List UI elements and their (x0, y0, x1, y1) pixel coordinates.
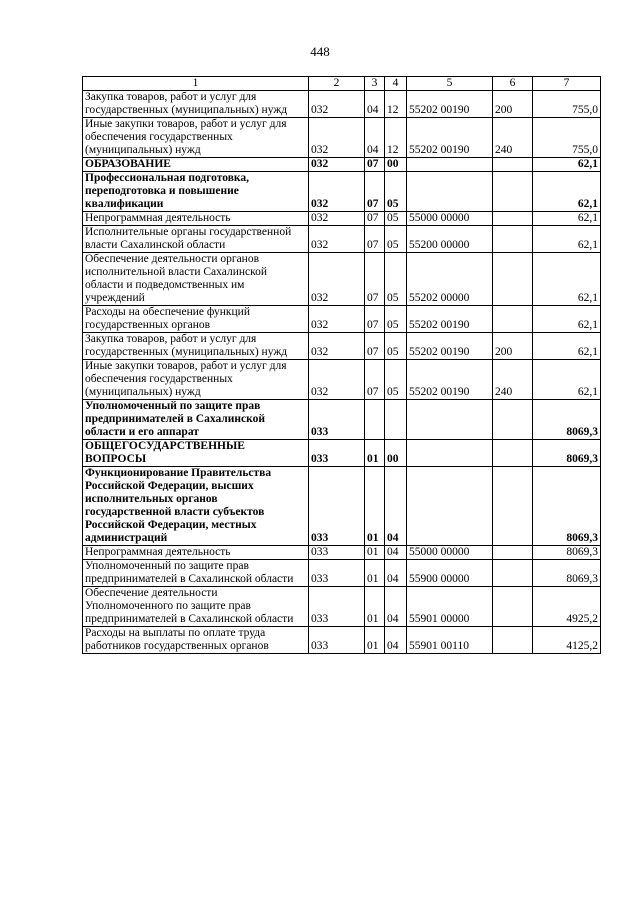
table-row (83, 306, 601, 333)
row-name: Обеспечение деятельности Уполномоченного по защите прав предпринимателей в Сахалинской области (83, 587, 309, 627)
column-header: 7 (533, 77, 601, 91)
row-expense-type-code (493, 226, 533, 253)
row-name: Исполнительные органы государственной власти Сахалинской области (83, 226, 309, 253)
row-amount: 62,1 (533, 158, 601, 172)
row-admin-code: 032 (309, 226, 365, 253)
row-target-code (407, 158, 493, 172)
row-target-code: 55202 00190 (407, 333, 493, 360)
row-target-code: 55202 00000 (407, 253, 493, 306)
row-section-code: 01 (365, 627, 385, 654)
row-subsection-code: 04 (385, 467, 407, 546)
row-name: Иные закупки товаров, работ и услуг для обеспечения государственных (муниципальных) нужд (83, 360, 309, 400)
row-admin-code: 032 (309, 158, 365, 172)
row-subsection-code: 05 (385, 172, 407, 212)
row-target-code: 55200 00000 (407, 226, 493, 253)
table-row (83, 158, 601, 172)
row-target-code: 55901 00000 (407, 587, 493, 627)
table-row (83, 546, 601, 560)
row-section-code: 07 (365, 226, 385, 253)
row-name: ОБРАЗОВАНИЕ (83, 158, 309, 172)
row-section-code (365, 400, 385, 440)
row-name: Закупка товаров, работ и услуг для государственных (муниципальных) нужд (83, 91, 309, 118)
row-expense-type-code (493, 172, 533, 212)
row-name: Обеспечение деятельности органов исполнительной власти Сахалинской области и подведомственных им учреждений (83, 253, 309, 306)
row-admin-code: 033 (309, 587, 365, 627)
row-subsection-code: 04 (385, 587, 407, 627)
row-name: Расходы на выплаты по оплате труда работников государственных органов (83, 627, 309, 654)
column-header: 4 (385, 77, 407, 91)
table-row (83, 253, 601, 306)
row-amount: 62,1 (533, 172, 601, 212)
row-amount: 755,0 (533, 118, 601, 158)
row-subsection-code: 05 (385, 212, 407, 226)
row-section-code: 01 (365, 560, 385, 587)
row-admin-code: 032 (309, 253, 365, 306)
row-subsection-code: 12 (385, 91, 407, 118)
row-amount: 62,1 (533, 226, 601, 253)
row-name: Уполномоченный по защите прав предпринимателей в Сахалинской области и его аппарат (83, 400, 309, 440)
row-expense-type-code: 240 (493, 118, 533, 158)
row-target-code: 55901 00110 (407, 627, 493, 654)
table-row (83, 360, 601, 400)
row-admin-code: 032 (309, 172, 365, 212)
row-section-code: 04 (365, 91, 385, 118)
row-subsection-code: 05 (385, 333, 407, 360)
row-expense-type-code (493, 253, 533, 306)
row-section-code: 07 (365, 158, 385, 172)
row-expense-type-code (493, 467, 533, 546)
row-section-code: 07 (365, 212, 385, 226)
table-row (83, 440, 601, 467)
row-admin-code: 032 (309, 118, 365, 158)
table-row (83, 333, 601, 360)
row-name: Функционирование Правительства Российской Федерации, высших исполнительных органов государственной власти субъектов Российской Федерации, местных администраций (83, 467, 309, 546)
table-header-row (83, 77, 601, 91)
row-expense-type-code (493, 212, 533, 226)
row-target-code: 55900 00000 (407, 560, 493, 587)
table-row (83, 118, 601, 158)
row-amount: 8069,3 (533, 400, 601, 440)
row-subsection-code: 00 (385, 158, 407, 172)
row-admin-code: 033 (309, 560, 365, 587)
row-subsection-code: 12 (385, 118, 407, 158)
table-row (83, 587, 601, 627)
row-name: Иные закупки товаров, работ и услуг для обеспечения государственных (муниципальных) нужд (83, 118, 309, 158)
row-target-code: 55000 00000 (407, 546, 493, 560)
row-section-code: 07 (365, 333, 385, 360)
row-section-code: 07 (365, 253, 385, 306)
page-number: 448 (310, 44, 330, 59)
row-amount: 8069,3 (533, 467, 601, 546)
row-expense-type-code (493, 158, 533, 172)
row-amount: 62,1 (533, 253, 601, 306)
row-target-code (407, 172, 493, 212)
column-header: 3 (365, 77, 385, 91)
row-target-code: 55202 00190 (407, 306, 493, 333)
row-subsection-code: 04 (385, 627, 407, 654)
row-expense-type-code: 200 (493, 333, 533, 360)
row-amount: 62,1 (533, 306, 601, 333)
row-subsection-code: 05 (385, 360, 407, 400)
row-section-code: 07 (365, 360, 385, 400)
row-subsection-code: 05 (385, 226, 407, 253)
column-header: 2 (309, 77, 365, 91)
row-name: Непрограммная деятельность (83, 212, 309, 226)
row-expense-type-code (493, 546, 533, 560)
row-name: Расходы на обеспечение функций государственных органов (83, 306, 309, 333)
row-amount: 62,1 (533, 212, 601, 226)
row-subsection-code (385, 400, 407, 440)
row-admin-code: 032 (309, 360, 365, 400)
row-subsection-code: 04 (385, 546, 407, 560)
row-amount: 62,1 (533, 333, 601, 360)
row-expense-type-code (493, 440, 533, 467)
row-section-code: 04 (365, 118, 385, 158)
row-name: Непрограммная деятельность (83, 546, 309, 560)
row-name: ОБЩЕГОСУДАРСТВЕННЫЕ ВОПРОСЫ (83, 440, 309, 467)
table-row (83, 467, 601, 546)
row-target-code (407, 400, 493, 440)
table-row (83, 560, 601, 587)
row-subsection-code: 05 (385, 253, 407, 306)
budget-table (82, 76, 601, 654)
row-admin-code: 033 (309, 400, 365, 440)
row-amount: 62,1 (533, 360, 601, 400)
row-section-code: 07 (365, 172, 385, 212)
row-section-code: 01 (365, 546, 385, 560)
row-expense-type-code: 200 (493, 91, 533, 118)
column-header: 1 (83, 77, 309, 91)
row-admin-code: 033 (309, 467, 365, 546)
row-target-code (407, 440, 493, 467)
table-row (83, 627, 601, 654)
row-section-code: 01 (365, 440, 385, 467)
row-expense-type-code (493, 400, 533, 440)
row-name: Уполномоченный по защите прав предпринимателей в Сахалинской области (83, 560, 309, 587)
row-admin-code: 032 (309, 212, 365, 226)
row-amount: 8069,3 (533, 560, 601, 587)
row-admin-code: 032 (309, 91, 365, 118)
row-expense-type-code (493, 587, 533, 627)
row-admin-code: 032 (309, 333, 365, 360)
row-amount: 8069,3 (533, 440, 601, 467)
row-name: Профессиональная подготовка, переподготовка и повышение квалификации (83, 172, 309, 212)
row-expense-type-code (493, 560, 533, 587)
table-row (83, 212, 601, 226)
table-row (83, 400, 601, 440)
row-subsection-code: 00 (385, 440, 407, 467)
row-name: Закупка товаров, работ и услуг для государственных (муниципальных) нужд (83, 333, 309, 360)
row-target-code: 55202 00190 (407, 118, 493, 158)
column-header: 6 (493, 77, 533, 91)
row-admin-code: 033 (309, 440, 365, 467)
row-admin-code: 032 (309, 306, 365, 333)
row-expense-type-code (493, 627, 533, 654)
column-header: 5 (407, 77, 493, 91)
row-target-code (407, 467, 493, 546)
row-admin-code: 033 (309, 627, 365, 654)
row-section-code: 01 (365, 467, 385, 546)
row-expense-type-code (493, 306, 533, 333)
row-subsection-code: 04 (385, 560, 407, 587)
row-target-code: 55202 00190 (407, 91, 493, 118)
table-row (83, 172, 601, 212)
row-target-code: 55202 00190 (407, 360, 493, 400)
row-admin-code: 033 (309, 546, 365, 560)
row-target-code: 55000 00000 (407, 212, 493, 226)
row-section-code: 07 (365, 306, 385, 333)
row-section-code: 01 (365, 587, 385, 627)
row-subsection-code: 05 (385, 306, 407, 333)
row-amount: 4125,2 (533, 627, 601, 654)
row-amount: 755,0 (533, 91, 601, 118)
table-row (83, 91, 601, 118)
row-expense-type-code: 240 (493, 360, 533, 400)
row-amount: 4925,2 (533, 587, 601, 627)
row-amount: 8069,3 (533, 546, 601, 560)
table-row (83, 226, 601, 253)
